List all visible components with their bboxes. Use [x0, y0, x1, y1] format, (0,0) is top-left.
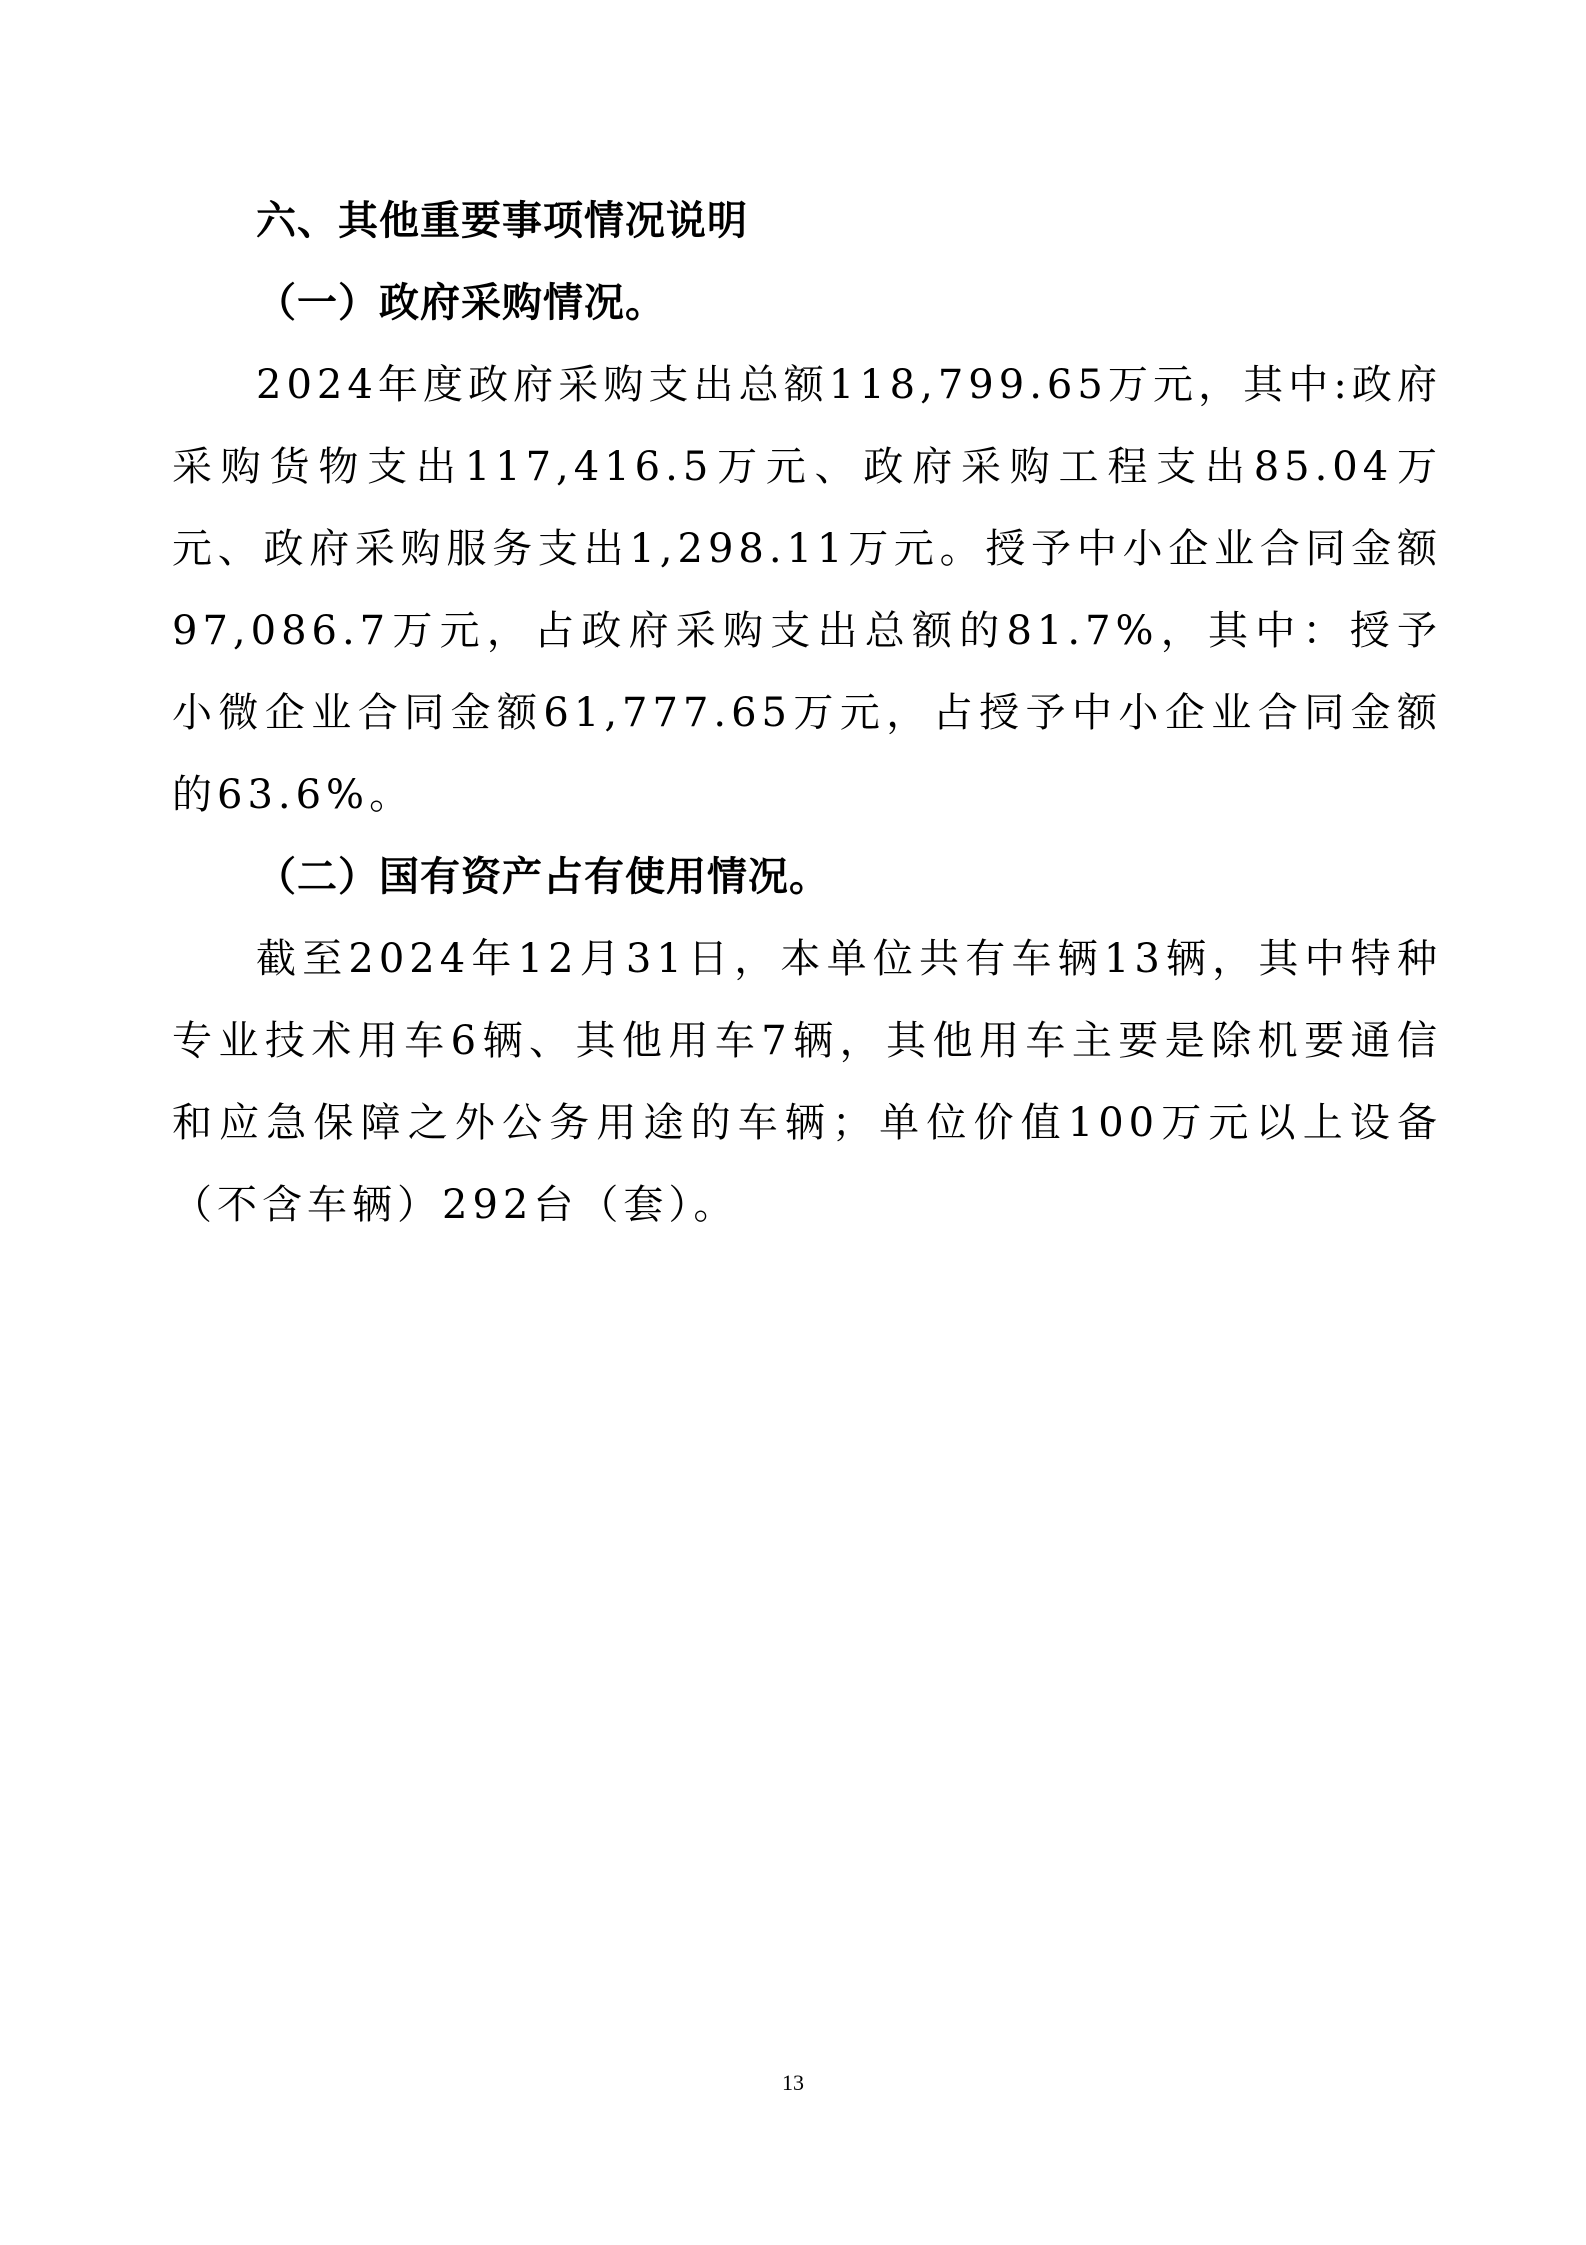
subsection-heading-assets: （二）国有资产占有使用情况。 [256, 853, 830, 900]
subsection-heading-procurement: （一）政府采购情况。 [256, 279, 666, 326]
section-heading: 六、其他重要事项情况说明 [256, 198, 748, 244]
procurement-paragraph: 2024年度政府采购支出总额118,799.65万元，其中:政府采购货物支出117,416.5万元、政府采购工程支出85.04万元、政府采购服务支出1,298.11万元。授予中小企业合同金额97,086.7万元，占政府采购支出总额的81.7%，其中：授予小微企业合同金额61,777.65万元，占授予中小企业合同金额的63.6%。 [172, 362, 1442, 818]
page-number: 13 [782, 2070, 804, 2095]
subsection-government-procurement [172, 262, 1442, 836]
page-content [172, 180, 1442, 1246]
subsection-state-assets [172, 836, 1442, 1246]
assets-paragraph: 截至2024年12月31日，本单位共有车辆13辆，其中特种专业技术用车6辆、其他用车7辆，其他用车主要是除机要通信和应急保障之外公务用途的车辆；单位价值100万元以上设备（不含车辆）292台（套）。 [172, 936, 1442, 1228]
